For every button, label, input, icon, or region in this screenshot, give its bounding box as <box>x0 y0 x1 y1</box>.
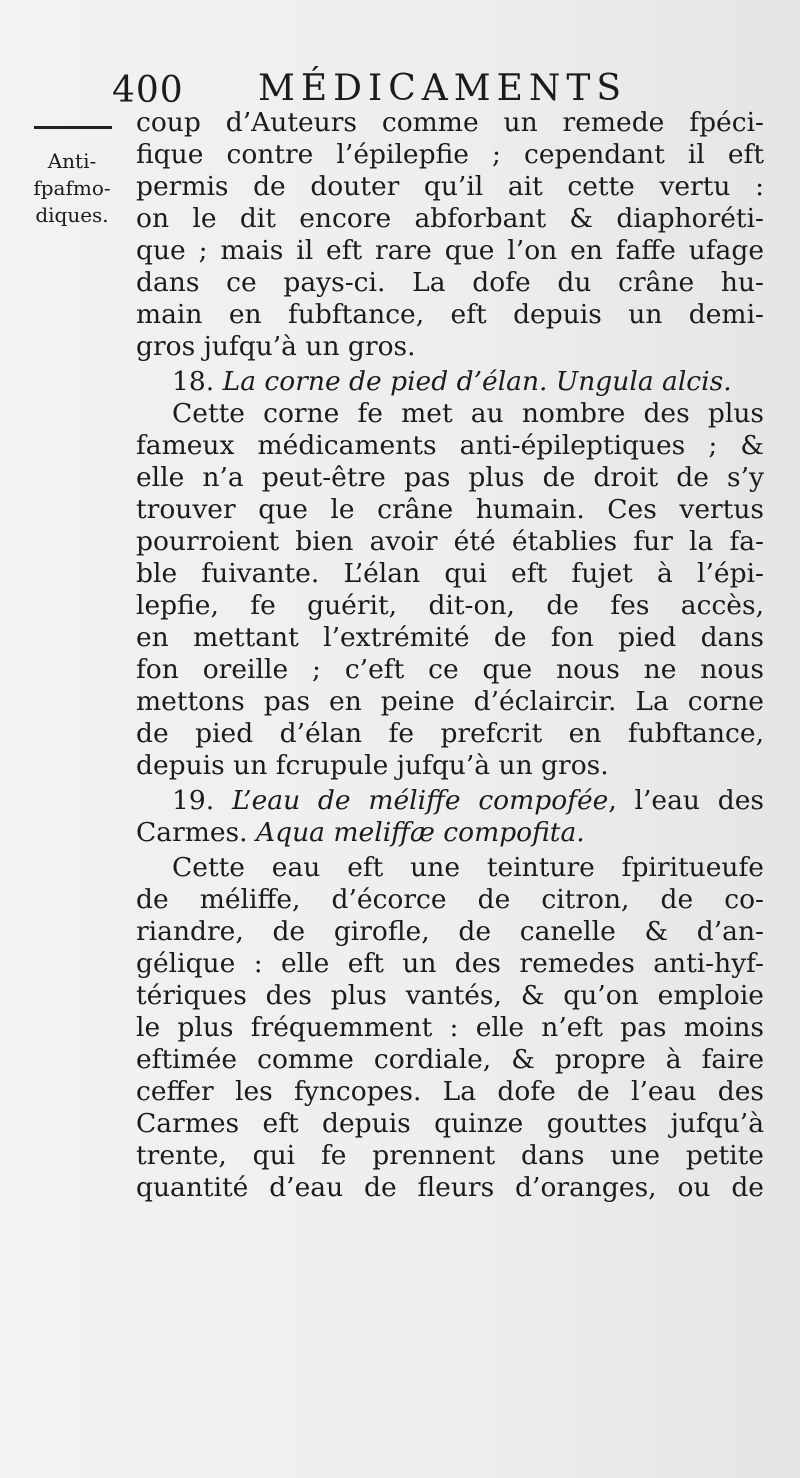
text-line: ceffer les fyncopes. La dofe de l’eau des <box>136 1076 764 1107</box>
margin-note-line: fpafmo- <box>33 176 111 200</box>
page-number: 400 <box>112 70 184 111</box>
text-line: gros jufqu’à un gros. <box>136 331 416 362</box>
text-line: trouver que le crâne humain. Ces vertus <box>136 494 764 525</box>
text-line: le plus fréquemment : elle n’eft pas moins <box>136 1012 764 1043</box>
text-line: Cette eau eft une teinture fpiritueufe <box>172 852 764 883</box>
text-line: ble fuivante. L’élan qui eft fujet à l’épi- <box>136 558 764 589</box>
text-line: Cette corne fe met au nombre des plus <box>172 398 764 429</box>
text-line: que ; mais il eft rare que l’on en faffe ufage <box>136 235 764 266</box>
section-title: La corne de pied d’élan. <box>222 366 548 397</box>
text-line: eftimée comme cordiale, & propre à faire <box>136 1044 764 1075</box>
text-line: fameux médicaments anti-épileptiques ; & <box>136 430 764 461</box>
text-line: de méliffe, d’écorce de citron, de co- <box>136 884 764 915</box>
section-number: 19. <box>172 785 215 816</box>
text-line: fique contre l’épilepfie ; cependant il eft <box>136 139 764 170</box>
section-number: 18. <box>172 366 215 397</box>
text-line: pourroient bien avoir été établies fur la fa- <box>136 526 764 557</box>
text-line: tériques des plus vantés, & qu’on emploie <box>136 980 764 1011</box>
section-latin-name: Ungula alcis. <box>555 366 732 397</box>
text-line: depuis un fcrupule jufqu’à un gros. <box>136 750 609 781</box>
text-line: riandre, de girofle, de canelle & d’an- <box>136 916 764 947</box>
running-title: MÉDICAMENTS <box>258 68 628 109</box>
section-title-rest: , l’eau des <box>608 785 764 816</box>
margin-note <box>30 148 114 229</box>
text-line: permis de douter qu’il ait cette vertu : <box>136 171 764 202</box>
margin-rule <box>34 126 112 129</box>
section-heading-18 <box>136 366 764 398</box>
text-line: gélique : elle eft un des remedes anti-hyf- <box>136 948 764 979</box>
text-line: elle n’a peut-être pas plus de droit de s’y <box>136 462 764 493</box>
text-line: coup d’Auteurs comme un remede fpéci- <box>136 107 764 138</box>
text-line: de pied d’élan fe prefcrit en fubftance, <box>136 718 764 749</box>
text-line: en mettant l’extrémité de fon pied dans <box>136 622 764 653</box>
margin-note-line: Anti- <box>47 149 97 173</box>
text-line: trente, qui fe prennent dans une petite <box>136 1140 764 1171</box>
section-heading-19 <box>136 785 764 817</box>
section-latin-name: Aqua meliffæ compofita. <box>256 817 585 848</box>
section-heading-19-continued <box>136 817 764 849</box>
text-line: fon oreille ; c’eft ce que nous ne nous <box>136 654 764 685</box>
text-line: dans ce pays-ci. La dofe du crâne hu- <box>136 267 764 298</box>
text-line: mettons pas en peine d’éclaircir. La corne <box>136 686 764 717</box>
text-line: quantité d’eau de fleurs d’oranges, ou de <box>136 1172 764 1203</box>
text-line: main en fubftance, eft depuis un demi- <box>136 299 764 330</box>
section-subtitle: Carmes. <box>136 817 248 848</box>
text-line: Carmes eft depuis quinze gouttes jufqu’à <box>136 1108 764 1139</box>
text-line: lepfie, fe guérit, dit-on, de fes accès, <box>136 590 764 621</box>
margin-note-line: diques. <box>35 203 109 227</box>
section-title: L’eau de méliffe compofée <box>231 785 609 816</box>
text-line: on le dit encore abforbant & diaphoréti- <box>136 203 764 234</box>
